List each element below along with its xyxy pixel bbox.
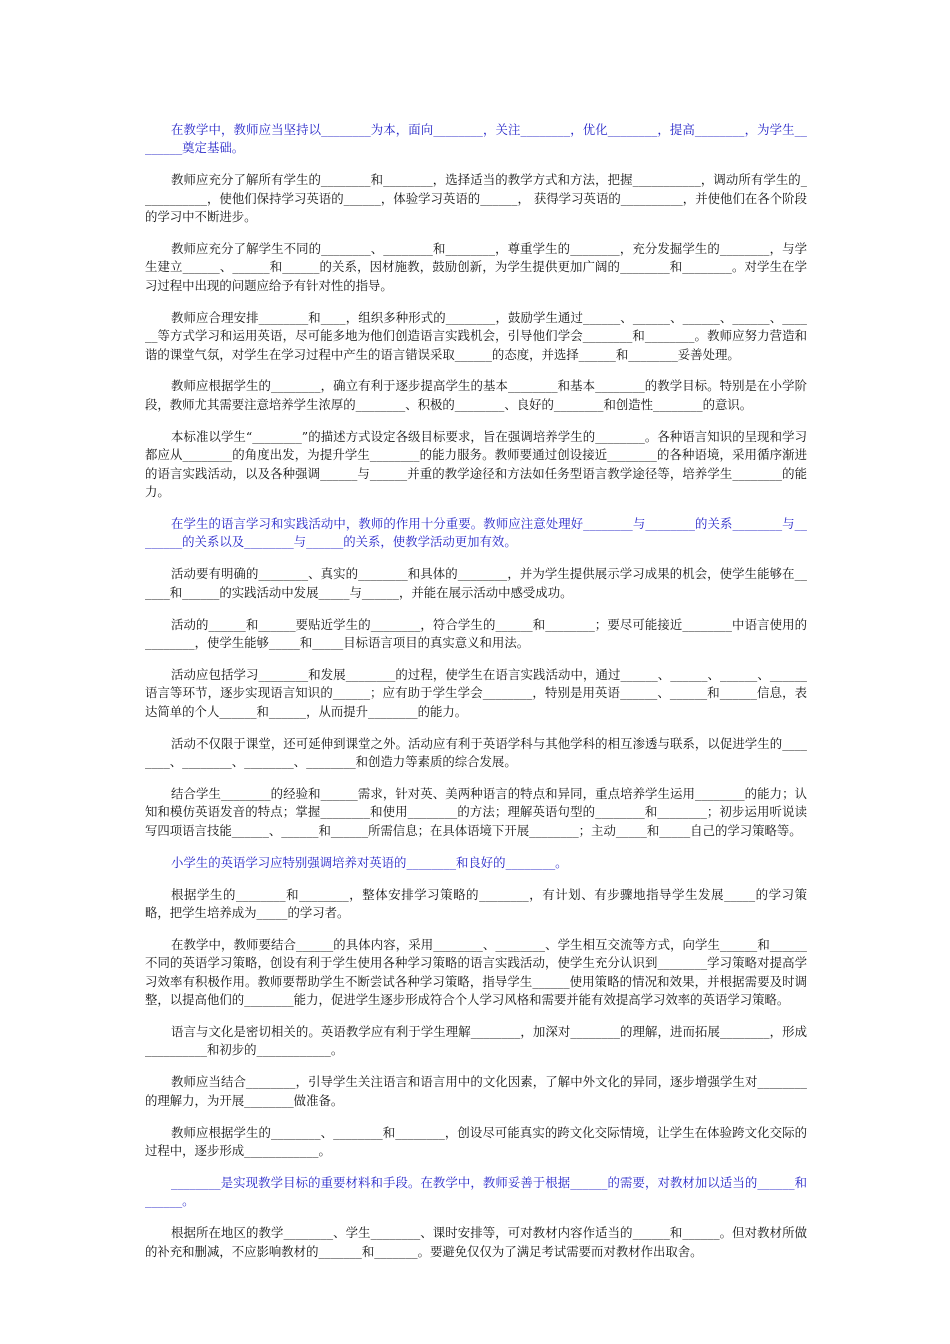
paragraph-16: 语言与文化是密切相关的。英语教学应有利于学生理解________，加深对________的理解，进而拓展________，形成__________和初步的____________。 — [145, 1023, 807, 1058]
paragraph-18: 教师应根据学生的________、________和________，创设尽可能真实的跨文化交际情境，让学生在体验跨文化交际的过程中，逐步形成____________。 — [145, 1124, 807, 1158]
paragraph-1: 在教学中，教师应当坚持以________为本，面向________，关注________，优化________，提高________，为学生________奠定基础。 — [145, 122, 807, 156]
paragraph-14: 根据学生的________和________，整体安排学习策略的________，有计划、有步骤地指导学生发展_____的学习策略，把学生培养成为_____的学习者。 — [145, 886, 807, 920]
paragraph-17: 教师应当结合________，引导学生关注语言和语言用中的文化因素，了解中外文化的异同，逐步增强学生对________的理解力，为开展________做准备。 — [145, 1074, 807, 1108]
paragraph-13: 小学生的英语学习应特别强调培养对英语的________和良好的________。 — [171, 854, 568, 870]
paragraph-19: ________是实现教学目标的重要材料和手段。在教学中，教师妥善于根据______的需要，对教材加以适当的______和______。 — [145, 1174, 807, 1209]
paragraph-9: 活动的______和______要贴近学生的________，符合学生的______和________；要尽可能接近________中语言使用的________，使学生能够_____和_____目标语言项目的真实意义和用法。 — [145, 616, 807, 650]
paragraph-20: 根据所在地区的教学________、学生________、课时安排等，可对教材内容作适当的______和______。但对教材所做的补充和删减，不应影响教材的_______和_______。要避免仅仅为了满足考试需要而对教材作出取舍。 — [145, 1225, 807, 1259]
paragraph-11: 活动不仅限于课堂，还可延伸到课堂之外。活动应有利于英语学科与其他学科的相互渗透与联系，以促进学生的________、________、________、________和创造力等素质的综合发展。 — [145, 735, 807, 769]
paragraph-7: 在学生的语言学习和实践活动中，教师的作用十分重要。教师应注意处理好________与________的关系________与________的关系以及________与______的关系，使教学活动更加有效。 — [145, 515, 807, 550]
paragraph-2: 教师应充分了解所有学生的________和________，选择适当的教学方式和方法，把握___________，调动所有学生的___________，使他们保持学习英语的______，体验学习英语的______， 获得学习英语的__________，并使他们在各个阶段的学习中不断进步。 — [145, 172, 807, 225]
paragraph-5: 教师应根据学生的________，确立有利于逐步提高学生的基本________和基本________的教学目标。特别是在小学阶段，教师尤其需要注意培养学生浓厚的________、积极的________、良好的________和创造性________的意识。 — [145, 378, 807, 412]
paragraph-15: 在教学中，教师要结合______的具体内容，采用________、________、学生相互交流等方式，向学生______和______不同的英语学习策略，创设有利于学生使用各种学习策略的语言实践活动，使学生充分认识到________学习策略对提高学习效率有积极作用。教师要帮助学生不断尝试各种学习策略，指导学生______使用策略的情况和效果，并根据需要及时调整，以提高他们的________能力，促进学生逐步形成符合个人学习风格和需要并能有效提高学习效率的英语学习策略。 — [145, 936, 807, 1008]
document-page — [145, 121, 807, 1275]
paragraph-10: 活动应包括学习________和发展________的过程，使学生在语言实践活动中，通过______、______、______、______语言等环节，逐步实现语言知识的______；应有助于学生学会________，特别是用英语______、______和______信息，表达简单的个人______和______，从而提升________的能力。 — [145, 666, 807, 719]
paragraph-8: 活动要有明确的________、真实的________和具体的________，并为学生提供展示学习成果的机会，使学生能够在______和______的实践活动中发展_____与______，并能在展示活动中感受成功。 — [145, 566, 807, 600]
paragraph-6: 本标准以学生“________”的描述方式设定各级目标要求，旨在强调培养学生的________。各种语言知识的呈现和学习都应从________的角度出发，为提升学生________的能力服务。教师要通过创设接近________的各种语境，采用循序渐进的语言实践活动，以及各种强调______与______并重的教学途径和方法如任务型语言教学途径等，培养学生________的能力。 — [145, 428, 807, 499]
paragraph-3: 教师应充分了解学生不同的________、________和________，尊重学生的________，充分发掘学生的________，与学生建立______、______和______的关系，因材施教，鼓励创新，为学生提供更加广阔的________和________。对学生在学习过程中出现的问题应给予有针对性的指导。 — [145, 241, 807, 293]
paragraph-12: 结合学生________的经验和______需求，针对英、美两种语言的特点和异同，重点培养学生运用________的能力；认知和模仿英语发音的特点；掌握________和使用________的方法；理解英语句型的________和________；初步运用听说读写四项语言技能______、______和______所需信息；在具体语境下开展________；主动_____和_____自己的学习策略等。 — [145, 785, 807, 838]
paragraph-4: 教师应合理安排________和____，组织多种形式的________，鼓励学生通过______、______、______、______、______等方式学习和运用英语，尽可能多地为他们创造语言实践机会，引导他们学会________和________。教师应努力营造和谐的课堂气氛，对学生在学习过程中产生的语言错误采取______的态度，并选择______和________妥善处理。 — [145, 309, 807, 362]
